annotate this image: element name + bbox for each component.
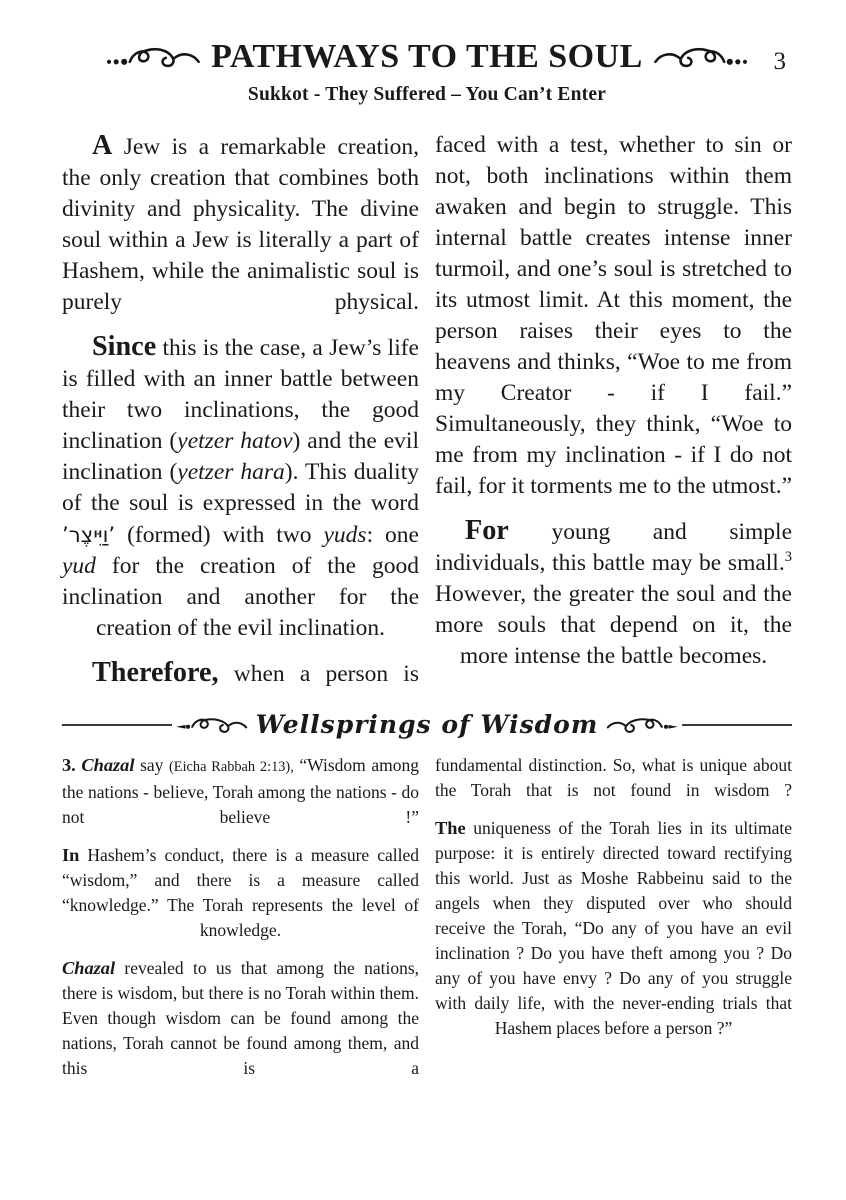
text-run: (Eicha Rabbah 2:13),: [169, 759, 294, 775]
footnote-paragraph: [435, 816, 792, 1041]
paragraph: [62, 657, 419, 690]
text-run: Chazal: [81, 755, 135, 775]
divider-rule-right: [682, 724, 792, 726]
paragraph: [435, 515, 792, 672]
text-run: Jew is a remarkable creation, the only creation that combines both divinity and physicality. The divine soul within a Jew is literally a part of Hashem, while the animalistic soul is purely physical.: [62, 134, 419, 315]
text-run: 3.: [62, 755, 76, 775]
text-run: Therefore,: [92, 657, 219, 688]
divider-rule-left: [62, 724, 172, 726]
divider-title: Wellsprings of Wisdom: [255, 710, 599, 739]
footnote-left-column: [62, 753, 419, 1094]
footnote-paragraph: [62, 956, 419, 1081]
text-run: yetzer hara: [177, 459, 285, 485]
text-run: yuds: [323, 522, 367, 548]
text-run: Chazal: [62, 958, 116, 978]
text-run: However, the greater the soul and the more souls that depend on it, the more intense the battle becomes.: [435, 581, 792, 669]
text-run: yud: [62, 553, 96, 579]
text-run: revealed to us that among the nations, there is wisdom, but there is no Torah within them. Even though wisdom can be found among the nations, Torah cannot be found among them, and this is a: [62, 958, 419, 1078]
text-run: this is the case, a Jew’s life is filled with an inner battle between their two inclinations, the good inclination (: [62, 335, 419, 454]
text-run: In: [62, 845, 80, 865]
text-run: for the creation of the good inclination and another for the creation of the evil inclination.: [62, 553, 419, 641]
text-run: : one: [366, 522, 419, 548]
footnote-right-column: [435, 753, 792, 1094]
main-left-column: [62, 130, 419, 690]
text-run: (formed) with two: [115, 522, 324, 548]
page-title: PATHWAYS TO THE SOUL: [211, 38, 643, 75]
text-run: uniqueness of the Torah lies in its ultimate purpose: it is entirely directed toward rectifying this world. Just as Moshe Rabbeinu said to the angels when they disputed over who should receive the Torah, “Do any of you have an evil inclination ? Do you have theft among you ? Do any of you have envy ? Do any of you struggle with daily life, with the never-ending trials that Hashem places before a person ?”: [435, 818, 792, 1038]
paragraph: [435, 130, 792, 502]
footnotes-section: [62, 753, 792, 1094]
text-run: fundamental distinction. So, what is unique about the Torah that is not found in wisdom ?: [435, 755, 792, 800]
text-run: ) and the evil inclination (: [62, 428, 419, 485]
text-run: yetzer hatov: [177, 428, 293, 454]
footnote-divider: [62, 710, 792, 739]
text-run: The: [435, 818, 466, 838]
page-number: 3: [773, 48, 786, 75]
page-header: [62, 38, 792, 106]
text-run: 3: [784, 549, 792, 566]
text-run: A: [92, 130, 113, 161]
text-run: “Wisdom among the nations - believe, Torah among the nations - do not believe !”: [62, 755, 420, 827]
divider-flourish-right-icon: [606, 712, 678, 738]
text-run: For: [465, 515, 509, 546]
scroll-flourish-left-icon: [105, 40, 201, 74]
text-run: Hashem’s conduct, there is a measure called “wisdom,” and there is a measure called “knowledge.” The Torah represents the level of knowledge.: [62, 845, 419, 940]
footnote-paragraph: [62, 843, 419, 943]
paragraph: [62, 331, 419, 644]
text-run: faced with a test, whether to sin or not, both inclinations within them awaken and begin to struggle. This internal battle creates intense inner turmoil, and one’s soul is stretched to its utmost limit. At this moment, the person raises their eyes to the heavens and thinks, “Woe to me from my Creator - if I fail.” Simultaneously, they think, “Woe to me from my inclination - if I do not fail, for it torments me to the utmost.”: [435, 132, 792, 499]
main-text: [62, 130, 792, 690]
footnote-paragraph: [435, 753, 792, 803]
paragraph: [62, 130, 419, 318]
text-run: ’וַיִּיצֶר’: [62, 522, 116, 547]
title-row: [62, 38, 792, 76]
footnote-paragraph: [62, 753, 419, 830]
divider-flourish-left-icon: [176, 712, 248, 738]
page-subtitle: Sukkot - They Suffered – You Can’t Enter: [247, 84, 607, 105]
text-run: Since: [92, 331, 157, 362]
text-run: when a person is: [218, 661, 419, 687]
text-run: ). This duality of the soul is expressed in the word: [62, 459, 419, 516]
text-run: say: [134, 755, 170, 775]
text-run: young and simple individuals, this battle may be small.: [435, 519, 792, 576]
main-right-column: [435, 130, 792, 690]
scroll-flourish-right-icon: [653, 40, 749, 74]
